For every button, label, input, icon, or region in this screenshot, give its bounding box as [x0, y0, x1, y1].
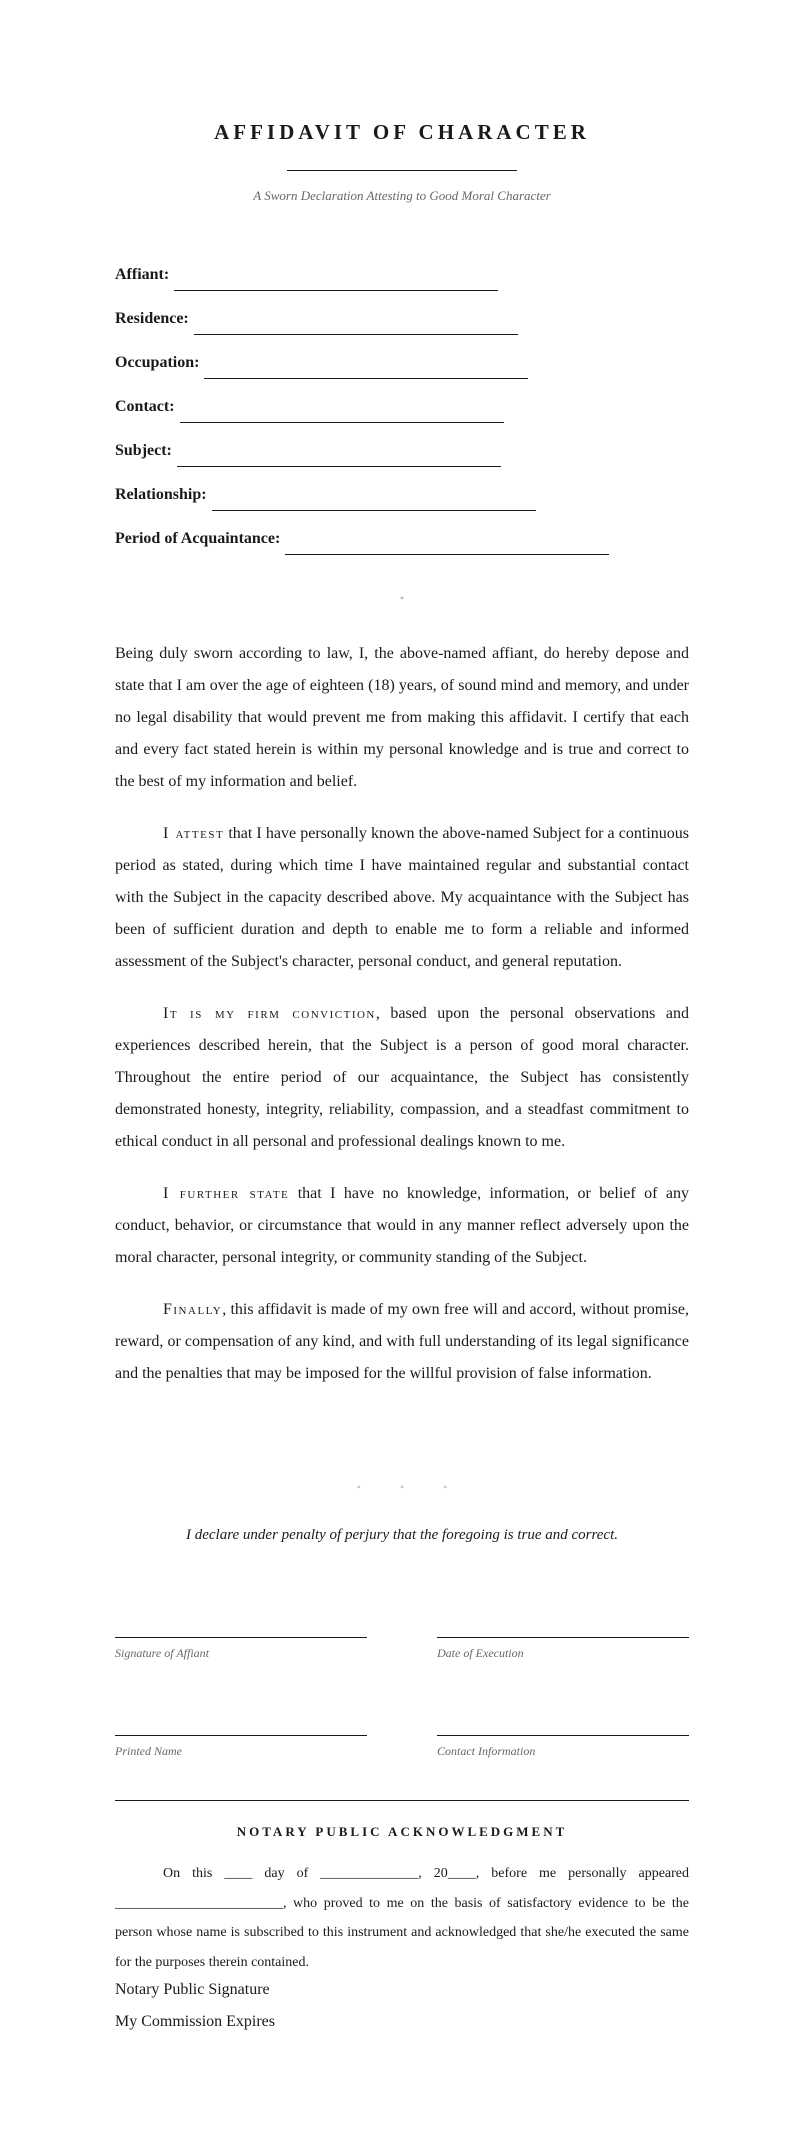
perjury-declaration: I declare under penalty of perjury that the foregoing is true and correct. — [186, 1527, 618, 1543]
document-subtitle: A Sworn Declaration Attesting to Good Moral Character — [253, 188, 551, 203]
field-occupation-line[interactable] — [204, 350, 528, 379]
paragraph-conviction-text: , based upon the personal observations and experiences described herein, that the Subject is a person of good moral character. Throughout the entire period of our acquaintance, the Subject has consistently demonstrated honesty, integrity, reliability, compassion, and a steadfast commitment to ethical conduct in all personal and professional dealings known to me. — [115, 1005, 690, 1150]
paragraph-further-lead: I further state — [163, 1185, 290, 1202]
field-occupation-label: Occupation: — [115, 354, 200, 371]
contact-information-label: Contact Information — [437, 1744, 536, 1758]
field-residence — [115, 306, 689, 350]
paragraph-attest-lead: I attest — [163, 825, 225, 842]
field-relationship-line[interactable] — [212, 482, 536, 511]
paragraph-attest-text: that I have personally known the above-named Subject for a continuous period as stated, during which time I have maintained regular and substantial contact with the Subject in the capacity described above. My acquaintance with the Subject has been of sufficient duration and depth to enable me to form a reliable and informed assessment of the Subject's character, personal conduct, and general reputation. — [115, 825, 689, 970]
printed-name-block — [115, 1735, 367, 1759]
field-affiant — [115, 262, 689, 306]
field-residence-line[interactable] — [194, 306, 518, 335]
field-subject — [115, 438, 689, 482]
field-subject-label: Subject: — [115, 442, 172, 459]
printed-name-label: Printed Name — [115, 1744, 182, 1758]
section-ornament: • — [399, 591, 405, 605]
notary-divider — [115, 1800, 689, 1801]
signature-affiant-label: Signature of Affiant — [115, 1646, 210, 1660]
paragraph-finally-lead: Finally — [163, 1301, 223, 1318]
paragraph-sworn: Being duly sworn according to law, I, the above-named affiant, do hereby depose and state that I am over the age of eighteen (18) years, of sound mind and memory, and under no legal disability that would prevent me from making this affidavit. I certify that each and every fact stated herein is within my personal knowledge and is true and correct to the best of my information and belief. — [115, 645, 689, 790]
printed-name-line[interactable] — [115, 1735, 367, 1736]
date-execution-block — [437, 1637, 689, 1661]
contact-information-line[interactable] — [437, 1735, 689, 1736]
field-contact-label: Contact: — [115, 398, 175, 415]
field-affiant-line[interactable] — [174, 262, 498, 291]
field-relationship-label: Relationship: — [115, 486, 207, 503]
paragraph-further-text: that I have no knowledge, information, or belief of any conduct, behavior, or circumstance that would in any manner reflect adversely upon the moral character, personal integrity, or community standing of the Subject. — [115, 1185, 689, 1266]
contact-information-block — [437, 1735, 689, 1759]
date-execution-line[interactable] — [437, 1637, 689, 1638]
signature-affiant-line[interactable] — [115, 1637, 367, 1638]
document-title: AFFIDAVIT OF CHARACTER — [214, 120, 590, 144]
closing-ornament: • • • — [356, 1480, 466, 1494]
field-residence-label: Residence: — [115, 310, 189, 327]
signature-affiant-block — [115, 1637, 367, 1661]
field-relationship — [115, 482, 689, 526]
affidavit-body — [115, 638, 689, 1410]
field-period-label: Period of Acquaintance: — [115, 530, 281, 547]
paragraph-finally-text: , this affidavit is made of my own free will and accord, without promise, reward, or compensation of any kind, and with full understanding of its legal significance and the penalties that may be imposed for the willful provision of false information. — [115, 1301, 689, 1382]
field-period — [115, 526, 689, 570]
notary-title: NOTARY PUBLIC ACKNOWLEDGMENT — [236, 1824, 568, 1839]
field-occupation — [115, 350, 689, 394]
field-affiant-label: Affiant: — [115, 266, 170, 283]
field-subject-line[interactable] — [177, 438, 501, 467]
date-execution-label: Date of Execution — [437, 1646, 524, 1660]
notary-signature-label: Notary Public Signature — [115, 1981, 270, 1998]
notary-commission-label: My Commission Expires — [115, 2013, 276, 2030]
field-contact-line[interactable] — [180, 394, 504, 423]
title-divider — [287, 170, 517, 171]
affiant-fields — [115, 262, 689, 570]
field-contact — [115, 394, 689, 438]
notary-acknowledgment-text: On this ____ day of ______________, 20____, before me personally appeared ________________________, who proved to me on the basis of satisfactory evidence to be the person whose name is subscribed to this instrument and acknowledged that she/he executed the same for the purposes therein contained. — [115, 1866, 689, 1970]
paragraph-attest — [115, 818, 689, 978]
paragraph-conviction — [115, 998, 689, 1158]
paragraph-finally — [115, 1294, 689, 1390]
field-period-line[interactable] — [285, 526, 609, 555]
paragraph-conviction-lead: It is my firm conviction — [163, 1005, 376, 1022]
paragraph-further — [115, 1178, 689, 1274]
